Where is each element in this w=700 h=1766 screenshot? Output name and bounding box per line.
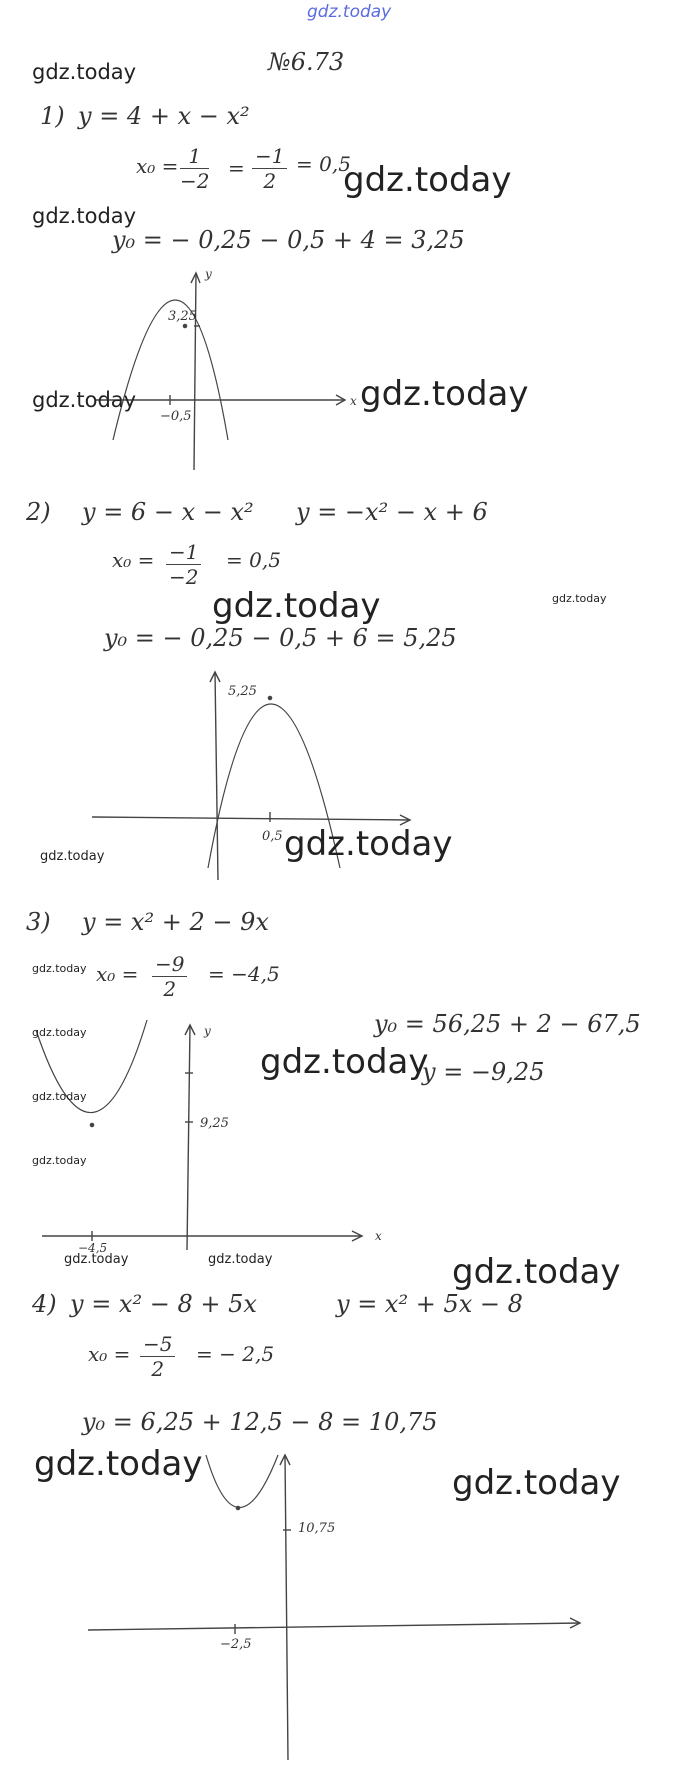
part-1-equation: y = 4 + x − x²	[78, 102, 250, 130]
graph-1-y-axis	[194, 273, 196, 470]
graph-3-y-label: 9,25	[200, 1116, 229, 1131]
fraction-numerator: 1	[180, 144, 209, 169]
part-3-x0-prefix: x₀ =	[96, 962, 139, 986]
fraction-denominator: −2	[169, 565, 199, 589]
part-1-x0-eq: =	[228, 156, 245, 180]
part-3-x0-result: = −4,5	[208, 962, 280, 986]
part-2-equation-2: y = −x² − x + 6	[296, 498, 488, 526]
graph-4-y-axis	[285, 1455, 288, 1760]
part-3-y0: y₀ = 56,25 + 2 − 67,5	[374, 1010, 641, 1038]
watermark: gdz.today	[40, 849, 105, 864]
graph-3-x-axis-label: x	[375, 1229, 382, 1243]
fraction-numerator: −1	[252, 144, 287, 169]
graph-1-x-label: −0,5	[160, 409, 192, 424]
graph-1	[95, 273, 345, 470]
watermark: gdz.today	[34, 1444, 203, 1484]
part-3-x0-fraction	[152, 952, 187, 1001]
graph-3-x-label: −4,5	[78, 1241, 108, 1255]
part-1-label: 1)	[40, 102, 65, 130]
part-4-y0: y₀ = 6,25 + 12,5 − 8 = 10,75	[82, 1408, 438, 1436]
graph-3-vertex-point	[90, 1123, 93, 1126]
part-4-equation-2: y = x² + 5x − 8	[336, 1290, 523, 1318]
fraction-denominator: −2	[180, 169, 210, 193]
graph-3-y-axis-label: y	[204, 1024, 211, 1038]
watermark: gdz.today	[343, 160, 512, 200]
watermark: gdz.today	[32, 962, 87, 975]
watermark: gdz.today	[32, 1026, 87, 1039]
part-2-equation: y = 6 − x − x²	[82, 498, 254, 526]
part-1-x0-fraction-2	[252, 144, 287, 193]
graph-2-vertex-point	[268, 696, 271, 699]
watermark: gdz.today	[32, 60, 137, 84]
graph-2-y-axis	[215, 672, 218, 880]
fraction-denominator: 2	[163, 977, 177, 1001]
graph-2-vertex-label: 5,25	[228, 684, 257, 699]
watermark: gdz.today	[284, 824, 453, 864]
part-1-x0-fraction	[180, 144, 209, 193]
part-3-equation: y = x² + 2 − 9x	[82, 908, 269, 936]
graph-4-vertex-point	[236, 1506, 239, 1509]
part-3-label: 3)	[26, 908, 51, 936]
fraction-numerator: −9	[152, 952, 187, 977]
part-2-label: 2)	[26, 498, 51, 526]
part-2-x0-result: = 0,5	[226, 548, 281, 572]
part-2-x0-fraction	[166, 540, 201, 589]
graph-1-vertex-point	[183, 324, 186, 327]
watermark: gdz.today	[552, 592, 607, 605]
graph-4-x-axis	[88, 1623, 580, 1630]
part-4-x0-fraction	[140, 1332, 175, 1381]
fraction-numerator: −5	[140, 1332, 175, 1357]
watermark: gdz.today	[208, 1252, 273, 1267]
part-2-x0-prefix: x₀ =	[112, 548, 155, 572]
watermark: gdz.today	[32, 1090, 87, 1103]
watermark: gdz.today	[452, 1252, 621, 1292]
part-4-equation: y = x² − 8 + 5x	[70, 1290, 257, 1318]
top-watermark: gdz.today	[307, 2, 392, 22]
fraction-numerator: −1	[166, 540, 201, 565]
fraction-denominator: 2	[263, 169, 277, 193]
graph-3-y-axis	[187, 1025, 190, 1250]
fraction-denominator: 2	[151, 1357, 165, 1381]
graph-2-x-axis	[92, 817, 410, 820]
graph-2-x-label: 0,5	[262, 829, 283, 844]
part-4-x0-prefix: x₀ =	[88, 1342, 131, 1366]
part-4-x0-result: = − 2,5	[196, 1342, 275, 1366]
graph-1-x-axis-label: x	[350, 394, 357, 408]
watermark: gdz.today	[452, 1463, 621, 1503]
graph-4-x-label: −2,5	[220, 1637, 252, 1652]
part-3-y0-result: y = −9,25	[422, 1058, 545, 1086]
watermark: gdz.today	[32, 388, 137, 412]
graph-1-vertex-label: 3,25	[168, 309, 197, 324]
part-1-y0: y₀ = − 0,25 − 0,5 + 4 = 3,25	[112, 226, 465, 254]
part-1-x0-result: = 0,5	[296, 152, 351, 176]
graph-4-parabola	[206, 1455, 278, 1508]
graph-4-y-label: 10,75	[298, 1521, 336, 1536]
watermark: gdz.today	[360, 374, 529, 414]
part-4-label: 4)	[32, 1290, 57, 1318]
watermark: gdz.today	[32, 1154, 87, 1167]
watermark: gdz.today	[260, 1042, 429, 1082]
part-1-x0-prefix: x₀ =	[136, 154, 179, 178]
graph-1-y-axis-label: y	[205, 267, 212, 281]
problem-number: №6.73	[268, 48, 345, 76]
watermark: gdz.today	[212, 586, 381, 626]
part-2-y0: y₀ = − 0,25 − 0,5 + 6 = 5,25	[104, 624, 457, 652]
watermark: gdz.today	[32, 204, 137, 228]
watermark: gdz.today	[64, 1252, 129, 1267]
